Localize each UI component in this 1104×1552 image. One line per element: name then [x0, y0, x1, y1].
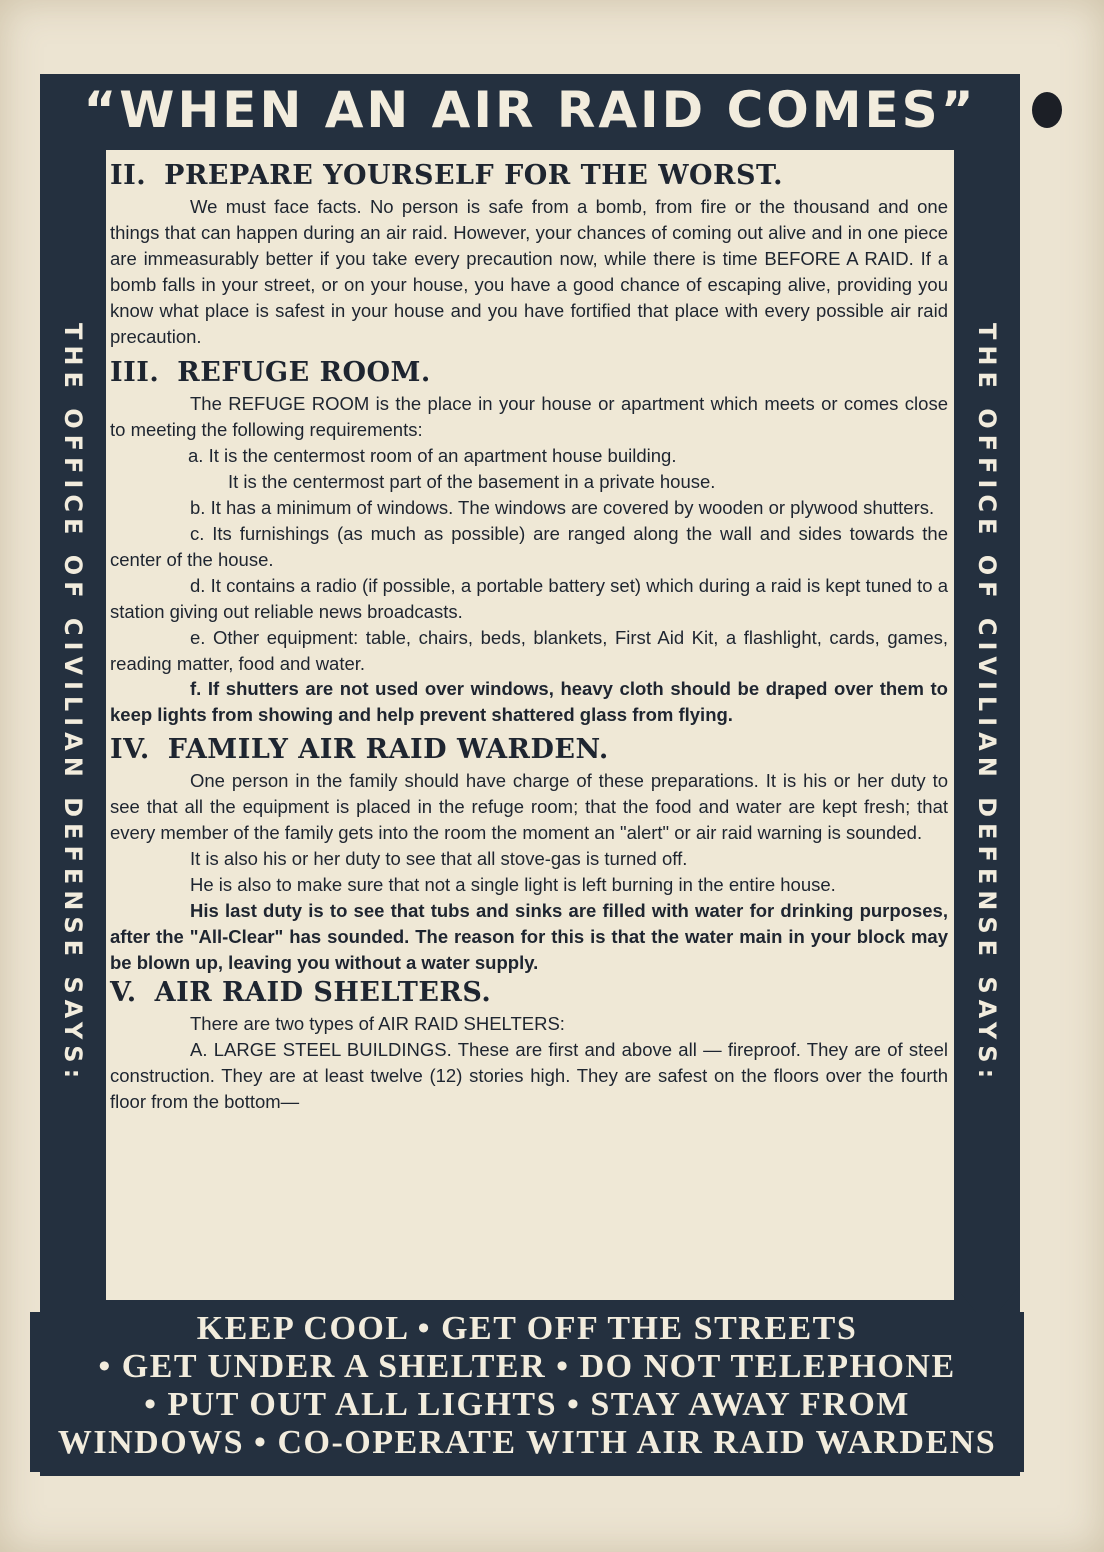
- paragraph: His last duty is to see that tubs and sinks are filled with water for drinking purposes, after the "All-Clear" has sounded. The reason for this is that the water main in your block may be blown up, leaving you without a water supply.: [110, 899, 948, 973]
- list-item: e. Other equipment: table, chairs, beds, blankets, First Aid Kit, a flashlight, cards, games, reading matter, food and water.: [110, 626, 948, 674]
- paragraph: The REFUGE ROOM is the place in your house or apartment which meets or comes close to meeting the following requirements:: [110, 393, 948, 441]
- list-item: f. If shutters are not used over windows, heavy cloth should be draped over them to keep lights from showing and help prevent shattered glass from flying.: [110, 678, 948, 726]
- section-heading-5: [110, 975, 948, 1011]
- list-item: c. Its furnishings (as much as possible) are ranged along the wall and sides towards the center of the house.: [110, 522, 948, 570]
- list-item: It is the centermost part of the basement in a private house.: [228, 471, 716, 493]
- section-numeral: II.: [110, 160, 147, 191]
- side-text-right: [954, 150, 1020, 1258]
- paragraph: He is also to make sure that not a single light is left burning in the entire house.: [190, 873, 836, 895]
- section-title: AIR RAID SHELTERS.: [154, 977, 492, 1009]
- slogan-line-3: • PUT OUT ALL LIGHTS • STAY AWAY FROM: [144, 1386, 910, 1423]
- section-title: PREPARE YOURSELF FOR THE WORST.: [164, 160, 784, 191]
- punch-hole: [1032, 92, 1062, 128]
- paragraph: There are two types of AIR RAID SHELTERS:: [190, 1013, 565, 1035]
- section-heading-2: [110, 158, 948, 194]
- paragraph: One person in the family should have charge of these preparations. It is his or her duty to see that all the equipment is placed in the refuge room; that the food and water are kept fresh; that every member of the family gets into the room the moment an "alert" or air raid warning is sounded.: [110, 770, 948, 844]
- section-heading-4: [110, 732, 948, 768]
- document-body: [110, 158, 948, 1115]
- list-item: a. It is the centermost room of an apartment house building.: [188, 445, 677, 467]
- list-item: b. It has a minimum of windows. The windows are covered by wooden or plywood shutters.: [190, 497, 935, 519]
- section-title: FAMILY AIR RAID WARDEN.: [167, 734, 609, 766]
- list-item: d. It contains a radio (if possible, a portable battery set) which during a raid is kept tuned to a station giving out reliable news broadcasts.: [110, 574, 948, 622]
- slogan-line-1: KEEP COOL • GET OFF THE STREETS: [196, 1310, 858, 1347]
- side-text-left: [40, 150, 106, 1258]
- section-title: REFUGE ROOM.: [177, 357, 431, 389]
- section-numeral: IV.: [110, 734, 150, 766]
- side-text-left-label: THE OFFICE OF CIVILIAN DEFENSE SAYS:: [59, 323, 87, 1085]
- section-heading-3: [110, 355, 948, 391]
- section-numeral: V.: [110, 977, 137, 1009]
- paragraph: We must face facts. No person is safe from a bomb, from fire or the thousand and one things that can happen during an air raid. However, your chances of coming out alive and in one piece are immeasurably better if you take every precaution now, while there is time BEFORE A RAID. If a bomb falls in your street, or on your house, you have a good chance of escaping alive, providing you know what place is safest in your house and you have fortified that place with every possible air raid precaution.: [110, 196, 948, 347]
- paragraph: A. LARGE STEEL BUILDINGS. These are first and above all — fireproof. They are of steel construction. They are at least twelve (12) stories high. They are safest on the floors over the fourth floor from the bottom—: [110, 1039, 948, 1113]
- side-text-right-label: THE OFFICE OF CIVILIAN DEFENSE SAYS:: [973, 323, 1001, 1085]
- section-numeral: III.: [110, 357, 160, 389]
- slogan-line-4: WINDOWS • CO-OPERATE WITH AIR RAID WARDENS: [57, 1424, 997, 1461]
- poster-title: “WHEN AN AIR RAID COMES”: [83, 81, 977, 139]
- slogan-line-2: • GET UNDER A SHELTER • DO NOT TELEPHONE: [98, 1348, 956, 1385]
- paragraph: It is also his or her duty to see that all stove-gas is turned off.: [190, 847, 688, 869]
